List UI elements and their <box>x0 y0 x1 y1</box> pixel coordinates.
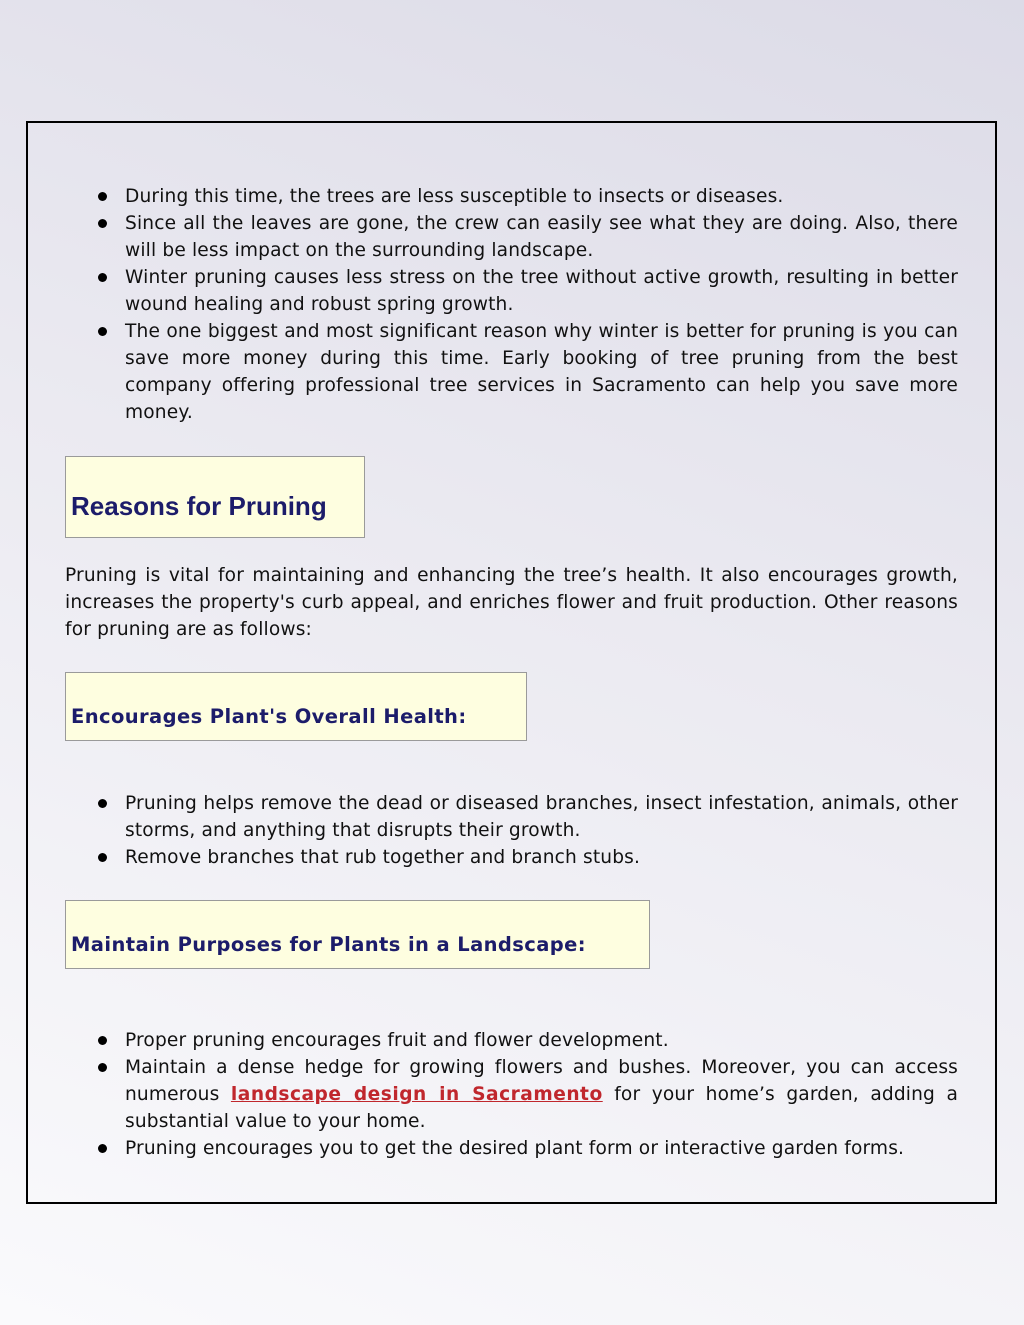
reasons-heading: Reasons for Pruning <box>71 491 327 521</box>
list-item <box>65 1135 958 1162</box>
list-item <box>65 264 958 318</box>
bullet-icon <box>98 1063 107 1072</box>
reasons-paragraph: Pruning is vital for maintaining and enhancing the tree’s health. It also encourages growth, increases the property's curb appeal, and enriches flower and fruit production. Other reasons for pruning are as follows: <box>65 565 958 640</box>
bullet-icon <box>98 192 107 201</box>
bullet-icon <box>98 327 107 336</box>
list-item <box>65 210 958 264</box>
list-item-text: Winter pruning causes less stress on the tree without active growth, resulting in better wound healing and robust spring growth. <box>125 267 958 315</box>
bullet-icon <box>98 219 107 228</box>
list-item <box>65 318 958 426</box>
landscape-heading-box <box>65 900 650 969</box>
list-item <box>65 844 958 871</box>
reasons-heading-box <box>65 456 365 538</box>
bullet-icon <box>98 853 107 862</box>
health-heading: Encourages Plant's Overall Health: <box>71 705 467 728</box>
bullet-icon <box>98 1144 107 1153</box>
health-list <box>65 790 958 871</box>
landscape-list <box>65 1027 958 1162</box>
winter-benefits-list <box>65 183 958 426</box>
list-item-text: Pruning helps remove the dead or diseased branches, insect infestation, animals, other storms, and anything that disrupts their growth. <box>125 793 958 841</box>
landscape-design-link[interactable]: landscape design in Sacramento <box>230 1084 603 1105</box>
document-frame <box>26 121 997 1204</box>
list-item <box>65 790 958 844</box>
list-item-text: The one biggest and most significant reason why winter is better for pruning is you can save more money during this time. Early booking of tree pruning from the best company offering professional tree services in Sacramento can help you save more money. <box>125 321 958 423</box>
list-item-text: During this time, the trees are less susceptible to insects or diseases. <box>125 186 784 207</box>
list-item <box>65 183 958 210</box>
list-item-text-before: Maintain a dense hedge for growing flowers and bushes. Moreover, you can access numerous <box>125 1057 958 1105</box>
list-item-text: Remove branches that rub together and branch stubs. <box>125 847 641 868</box>
bullet-icon <box>98 273 107 282</box>
bullet-icon <box>98 1036 107 1045</box>
list-item-text: Since all the leaves are gone, the crew can easily see what they are doing. Also, there will be less impact on the surrounding landscape. <box>125 213 958 261</box>
landscape-heading: Maintain Purposes for Plants in a Landscape: <box>71 933 586 956</box>
bullet-icon <box>98 799 107 808</box>
list-item <box>65 1054 958 1135</box>
list-item-text-after: for your home’s garden, adding a substantial value to your home. <box>125 1084 959 1132</box>
list-item-text: Pruning encourages you to get the desired plant form or interactive garden forms. <box>125 1138 905 1159</box>
list-item-text: Proper pruning encourages fruit and flower development. <box>125 1030 669 1051</box>
list-item <box>65 1027 958 1054</box>
health-heading-box <box>65 672 527 741</box>
